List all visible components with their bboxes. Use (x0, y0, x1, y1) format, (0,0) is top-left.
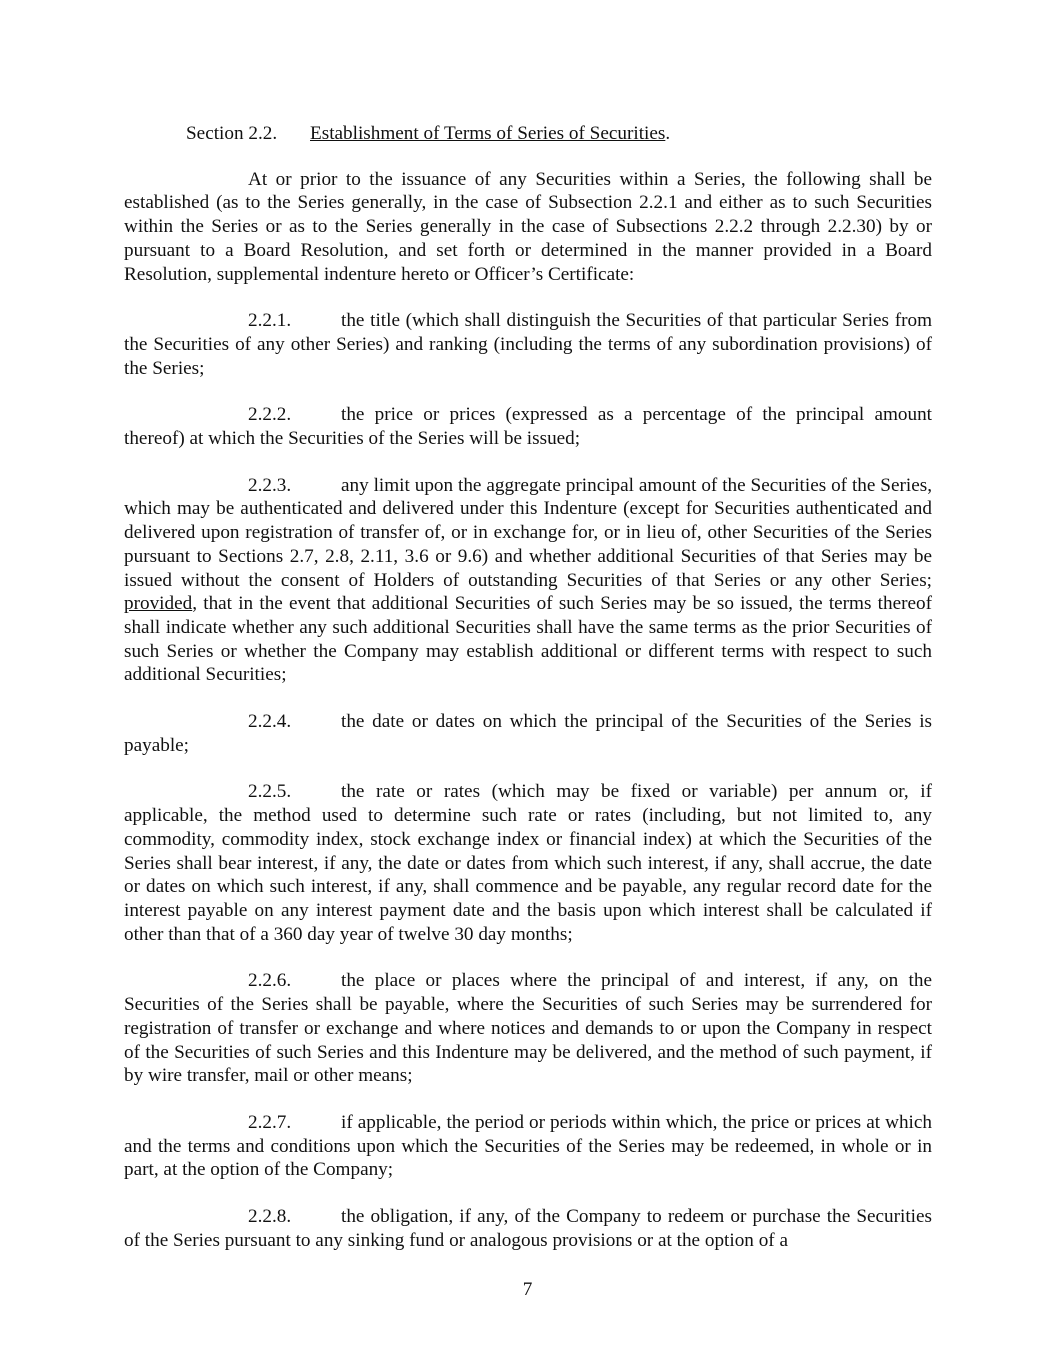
clause-text: the rate or rates (which may be fixed or variable) per annum or, if applicable, the method used to determine such rate or rates (including, but not limited to, any commodity, commodity index, stock exchange index or financial index) at which the Securities of the Series shall bear interest, if any, the date or dates from which such interest, if any, shall accrue, the date or dates on which such interest, if any, shall commence and be payable, any regular record date for the interest payable on any interest payment date and the basis upon which interest shall be calculated if other than that of a 360 day year of twelve 30 day months; (124, 781, 932, 945)
provided-term: provided (124, 593, 193, 615)
clause-text-before: any limit upon the aggregate principal amount of the Securities of the Series, which may be authenticated and delivered under this Indenture (except for Securities authenticated and delivered upon registration of transfer of, or in exchange for, or in lieu of, other Securities of the Series pursuant to Sections 2.7, 2.8, 2.11, 3.6 or 9.6) and whether additional Securities of that Series may be issued without the consent of Holders of outstanding Securities of that Series or any other Series; (124, 474, 932, 591)
clause-text: the place or places where the principal of and interest, if any, on the Securities of the Series shall be payable, where the Securities of such Series may be surrendered for registration of transfer or exchange and where notices and demands to or upon the Company in respect of the Securities of such Series and this Indenture may be delivered, and the method of such payment, if by wire transfer, mail or other means; (124, 970, 932, 1087)
page-number: 7 (522, 1279, 533, 1300)
clause-number: 2.2.6. (248, 970, 292, 992)
intro-paragraph: At or prior to the issuance of any Securities within a Series, the following shall be established (as to the Series generally, in the case of Subsection 2.2.1 and either as to such Securities within the Series or as to the Series generally in the case of Subsections 2.2.2 through 2.2.30) by or pursuant to a Board Resolution, and set forth or determined in the manner provided in a Board Resolution, supplemental indenture hereto or Officer’s Certificate: (124, 168, 932, 285)
clause-number: 2.2.4. (248, 711, 292, 733)
section-number: Section 2.2. (186, 123, 278, 144)
section-heading (186, 122, 932, 146)
clause-2-2-2 (124, 403, 932, 450)
document-page (124, 122, 932, 1275)
clause-text: the title (which shall distinguish the Securities of that particular Series from the Securities of any other Series) and ranking (including the terms of any subordination provisions) of the Series; (124, 310, 932, 379)
clause-number: 2.2.3. (248, 474, 292, 496)
clause-2-2-6 (124, 969, 932, 1088)
section-title-period: . (665, 123, 671, 144)
clause-2-2-8 (124, 1205, 932, 1252)
clause-number: 2.2.2. (248, 404, 292, 426)
clause-text: if applicable, the period or periods within which, the price or prices at which and the terms and conditions upon which the Securities of the Series may be redeemed, in whole or in part, at the option of the Company; (124, 1111, 932, 1181)
clause-text: the obligation, if any, of the Company to redeem or purchase the Securities of the Series pursuant to any sinking fund or analogous provisions or at the option of a (124, 1206, 932, 1251)
clause-2-2-7 (124, 1111, 932, 1182)
section-title: Establishment of Terms of Series of Securities (310, 123, 666, 144)
clause-2-2-4 (124, 710, 932, 757)
clause-2-2-5 (124, 780, 932, 946)
clause-text: the date or dates on which the principal of the Securities of the Series is payable; (124, 711, 932, 756)
clause-2-2-1 (124, 309, 932, 380)
clause-number: 2.2.5. (248, 781, 292, 803)
clause-text-after: , that in the event that additional Securities of such Series may be so issued, the terms thereof shall indicate whether any such additional Securities shall have the same terms as the prior Securities of such Series or whether the Company may establish additional or different terms with respect to such additional Securities; (124, 593, 932, 686)
clause-text: the price or prices (expressed as a percentage of the principal amount thereof) at which the Securities of the Series will be issued; (124, 404, 932, 450)
clause-number: 2.2.7. (248, 1111, 292, 1133)
clause-number: 2.2.1. (248, 310, 292, 332)
clause-2-2-3 (124, 474, 932, 687)
clause-number: 2.2.8. (248, 1206, 292, 1228)
